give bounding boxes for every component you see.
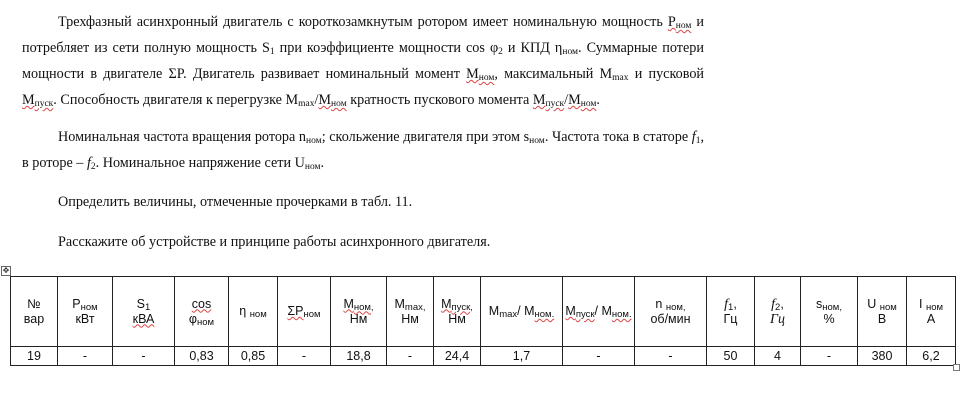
header-cell-overload-ratio: $M_{max}/$ $M_{ном.}$ <box>481 277 563 347</box>
header-cell-p-nom: $P_{ном}$ кВт <box>58 277 113 347</box>
header-cell-f1: $f_1$, Гц <box>707 277 755 347</box>
table-cell: 380 <box>858 347 907 366</box>
header-cell-variant: № вар <box>11 277 58 347</box>
table-cell: - <box>58 347 113 366</box>
motor-parameters-table <box>10 276 956 366</box>
table-cell: - <box>387 347 434 366</box>
header-cell-u-nom: U $_{ном}$ B <box>858 277 907 347</box>
table-cell: 0,83 <box>175 347 229 366</box>
paragraph-task: Определить величины, отмеченные прочерками в табл. 11. <box>58 194 413 210</box>
header-cell-cos-phi: cos $\varphi_{ном}$ <box>175 277 229 347</box>
header-cell-s1: $S_1$ кВА <box>113 277 175 347</box>
paragraph-rotor-frequency: Номинальная частота вращения ротора $n_{ном}$; скольжение двигателя при этом $s_{ном}$. Частота тока в статоре $f_1$, в роторе – $f_2$. Номинальное напряжение сети $U_{ном}$. <box>22 129 704 172</box>
header-cell-n-nom: n $_{ном,}$ об/мин <box>635 277 707 347</box>
table-cell: - <box>113 347 175 366</box>
header-cell-m-start: $M_{пуск,}$ Нм <box>434 277 481 347</box>
table-cell: 19 <box>11 347 58 366</box>
table-cell: 4 <box>755 347 801 366</box>
table-cell: 50 <box>707 347 755 366</box>
header-cell-m-nom: $M_{ном,}$ Нм <box>331 277 387 347</box>
header-cell-m-max: $M_{max,}$ Нм <box>387 277 434 347</box>
table-header-row <box>11 277 956 347</box>
table-cell: - <box>635 347 707 366</box>
table-cell: 1,7 <box>481 347 563 366</box>
header-cell-i-nom: I $_{ном}$ А <box>907 277 956 347</box>
table-cell: 24,4 <box>434 347 481 366</box>
paragraph-motor-description: Трехфазный асинхронный двигатель с короткозамкнутым ротором имеет номинальную мощность $P_{ном}$ и потребляет из сети полную мощность $S_1$ при коэффициенте мощности $\cos \varphi_2$ и КПД $\eta_{ном}$. Суммарные потери мощности в двигателе ΣP. Двигатель развивает номинальный момент $M_{ном}$, максимальный $M_{max}$ и пусковой $M_{пуск}$. Способность двигателя к перегрузке $M_{max}/M_{ном}$ кратность пускового момента $M_{пуск}/M_{ном}$. <box>22 14 705 109</box>
paragraph-question: Расскажите об устройстве и принципе работы асинхронного двигателя. <box>58 234 491 250</box>
table-cell: 18,8 <box>331 347 387 366</box>
header-cell-start-ratio: $M_{пуск}/$ $M_{ном.}$ <box>563 277 635 347</box>
header-cell-s-nom: $s_{ном,}$ % <box>801 277 858 347</box>
table-cell: 0,85 <box>229 347 278 366</box>
header-cell-f2: $f_2$, Гц <box>755 277 801 347</box>
table-cell: 6,2 <box>907 347 956 366</box>
table-cell: - <box>563 347 635 366</box>
header-cell-sum-p: $\Sigma P_{ном}$ <box>278 277 331 347</box>
table-cell: - <box>801 347 858 366</box>
move-arrows-icon[interactable]: ✥ <box>2 266 10 275</box>
header-cell-eta-nom: η $_{ном}$ <box>229 277 278 347</box>
table-cell: - <box>278 347 331 366</box>
table-row <box>11 347 956 366</box>
resize-square-icon[interactable] <box>953 364 960 371</box>
